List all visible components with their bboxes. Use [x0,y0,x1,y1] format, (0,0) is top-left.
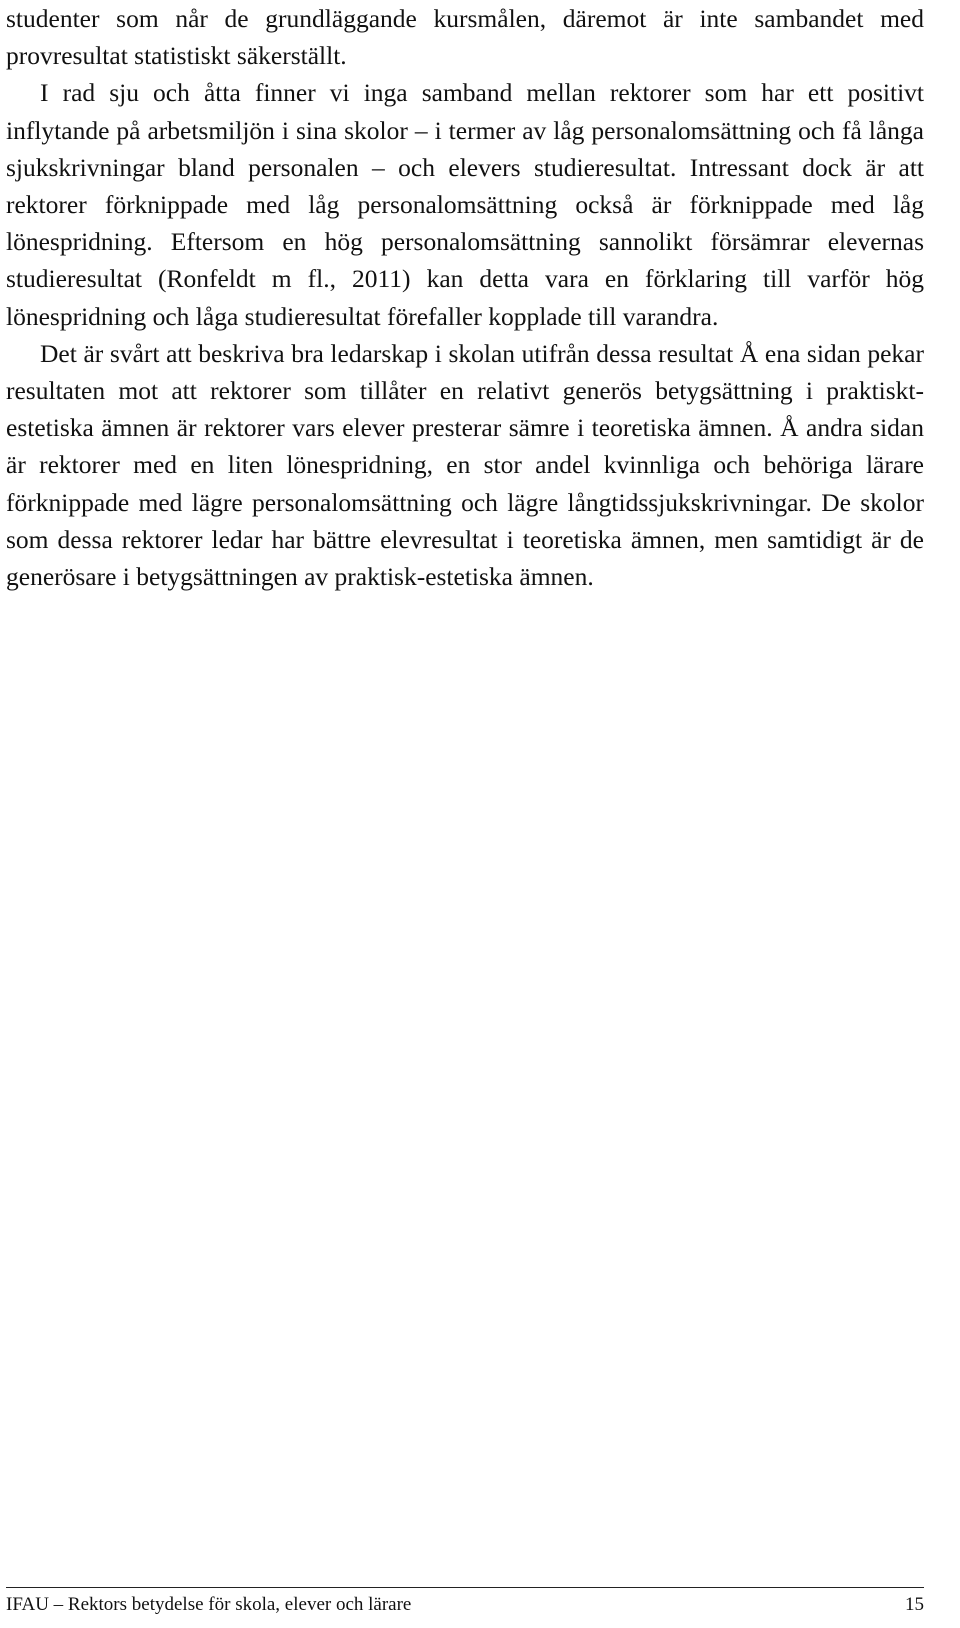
footer-title: IFAU – Rektors betydelse för skola, elever och lärare [6,1594,412,1615]
paragraph-rows-seven-eight: I rad sju och åtta finner vi inga samband mellan rektorer som har ett positivt inflytande på arbetsmiljön i sina skolor – i termer av låg personalomsättning och få långa sjukskrivningar bland personalen – och elevers studieresultat. Intressant dock är att rektorer förknippade med låg personalomsättning också är förknippade med låg lönespridning. Eftersom en hög personalomsättning sannolikt försämrar elevernas studieresultat (Ronfeldt m fl., 2011) kan detta vara en förklaring till varför hög lönespridning och låga studieresultat förefaller kopplade till varandra. [6,78,924,331]
page-number: 15 [905,1594,924,1615]
paragraph-good-leadership: Det är svårt att beskriva bra ledarskap i skolan utifrån dessa resultat Å ena sidan pekar resultaten mot att rektorer som tillåter en relativt generös betygsättning i praktiskt-estetiska ämnen är rektorer vars elever presterar sämre i teoretiska ämnen. Å andra sidan är rektorer med en liten lönespridning, en stor andel kvinnliga och behöriga lärare förknippade med lägre personalomsättning och lägre långtidssjukskrivningar. De skolor som dessa rektorer ledar har bättre elevresultat i teoretiska ämnen, men samtidigt är de generösare i betygsättningen av praktisk-estetiska ämnen. [6,338,924,592]
paragraph-continuation: studenter som når de grundläggande kursmålen, däremot är inte sambandet med provresultat statistiskt säkerställt. [6,4,924,71]
footer-divider [6,1587,924,1588]
body-text [6,0,924,595]
